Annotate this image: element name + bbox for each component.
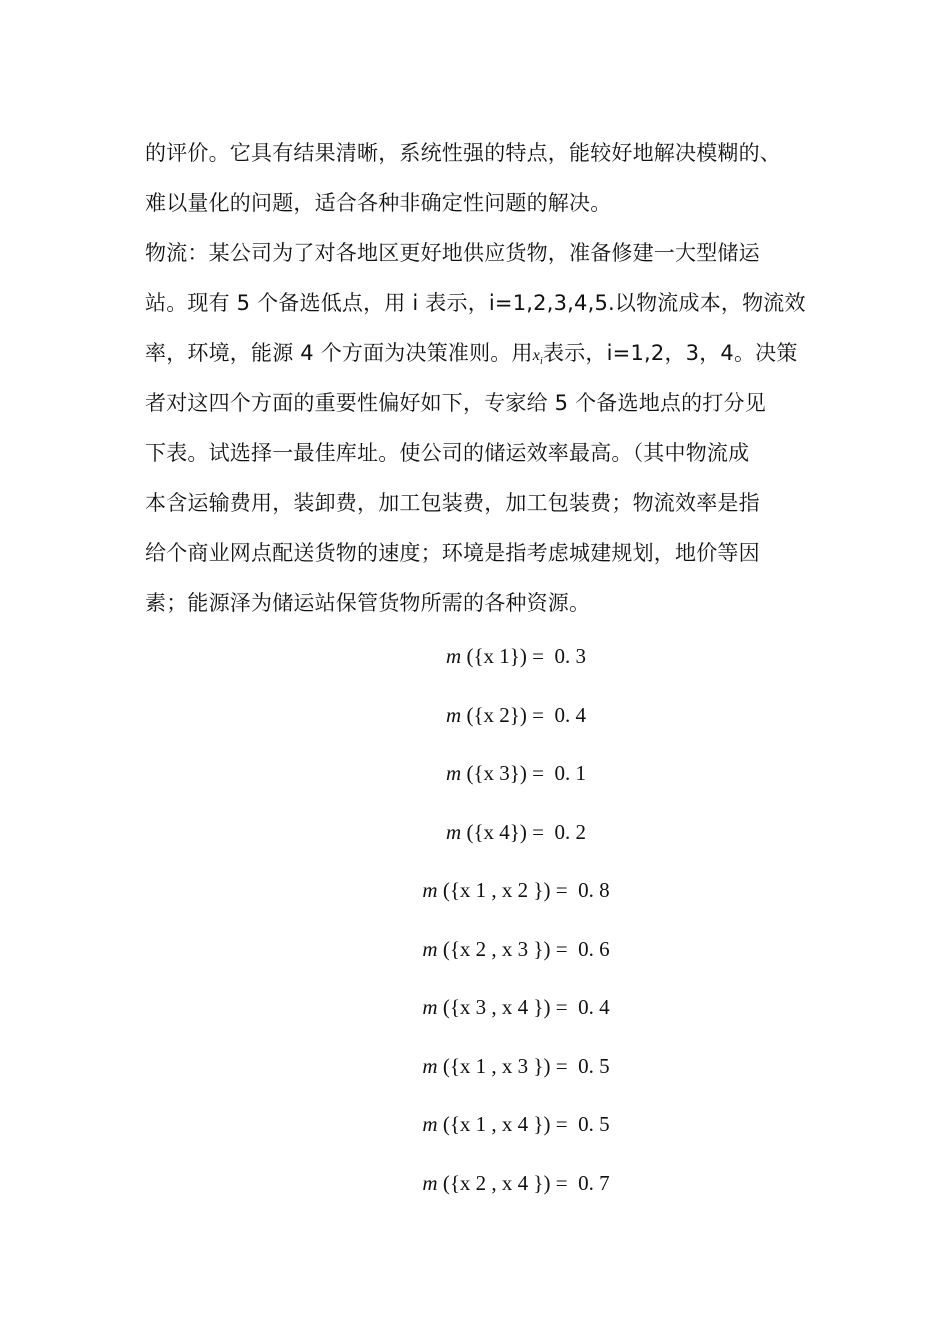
formula-value: 0. 6	[578, 936, 610, 961]
formula-value: 0. 1	[554, 761, 586, 785]
formula-line	[0, 751, 950, 810]
formula-line	[0, 927, 950, 986]
mass-function-list	[0, 634, 950, 1219]
formula-value: 0. 4	[554, 702, 586, 727]
formula-symbol: m	[422, 1112, 438, 1136]
line-text-after: 表示，i=1,2，3，4。决策	[543, 341, 798, 365]
formula-value: 0. 2	[554, 819, 586, 844]
formula-symbol: m	[422, 878, 438, 902]
formula-line	[0, 1161, 950, 1220]
formula-line	[0, 634, 950, 693]
formula-value: 0. 4	[578, 995, 610, 1019]
formula-line	[0, 985, 950, 1044]
paragraph-line	[145, 328, 825, 378]
paragraph-line: 者对这四个方面的重要性偏好如下，专家给 5 个备选地点的打分见	[145, 391, 766, 415]
variable-x: x	[532, 347, 541, 364]
paragraph-line: 给个商业网点配送货物的速度；环境是指考虑城建规划，地价等因	[145, 541, 760, 565]
paragraph-line: 下表。试选择一最佳库址。使公司的储运效率最高。（其中物流成	[145, 441, 750, 465]
formula-value: 0. 5	[578, 1053, 610, 1078]
formula-lhs: ({x 2 , x 4 }) =	[442, 1170, 573, 1195]
formula-lhs: ({x 1 , x 4 }) =	[442, 1112, 573, 1136]
paragraph-line: 物流：某公司为了对各地区更好地供应货物，准备修建一大型储运	[145, 241, 760, 265]
formula-lhs: ({x 1}) =	[466, 644, 550, 668]
formula-symbol: m	[422, 1170, 438, 1195]
formula-line	[0, 693, 950, 752]
formula-lhs: ({x 2 , x 3 }) =	[442, 936, 573, 961]
formula-symbol: m	[446, 819, 462, 844]
formula-lhs: ({x 1 , x 2 }) =	[442, 878, 573, 902]
paragraph-line: 素；能源泽为储运站保管货物所需的各种资源。	[145, 591, 591, 615]
formula-symbol: m	[446, 702, 462, 727]
formula-symbol: m	[422, 936, 438, 961]
formula-line	[0, 810, 950, 869]
formula-line	[0, 868, 950, 927]
formula-value: 0. 7	[578, 1170, 610, 1195]
formula-line	[0, 1102, 950, 1161]
paragraph-line: 的评价。它具有结果清晰，系统性强的特点，能较好地解决模糊的、	[145, 141, 781, 165]
formula-line	[0, 1044, 950, 1103]
formula-value: 0. 8	[578, 878, 610, 902]
variable-subscript: i	[540, 356, 544, 368]
paragraph-line: 本含运输费用，装卸费，加工包装费，加工包装费；物流效率是指	[145, 491, 760, 515]
paragraph-line: 难以量化的问题，适合各种非确定性问题的解决。	[145, 191, 612, 215]
formula-value: 0. 3	[554, 644, 586, 668]
variable-x-i	[532, 347, 544, 368]
formula-lhs: ({x 2}) =	[466, 702, 550, 727]
formula-lhs: ({x 3 , x 4 }) =	[442, 995, 573, 1019]
paragraph-line: 站。现有 5 个备选低点，用 i 表示，i=1,2,3,4,5.以物流成本，物流效	[145, 291, 806, 315]
body-paragraph	[145, 128, 825, 628]
formula-value: 0. 5	[578, 1112, 610, 1136]
formula-symbol: m	[422, 1053, 438, 1078]
formula-symbol: m	[446, 761, 462, 785]
formula-lhs: ({x 1 , x 3 }) =	[442, 1053, 573, 1078]
formula-lhs: ({x 3}) =	[466, 761, 550, 785]
formula-lhs: ({x 4}) =	[466, 819, 550, 844]
formula-symbol: m	[422, 995, 438, 1019]
line-text-before: 率，环境，能源 4 个方面为决策准则。用	[145, 341, 533, 365]
formula-symbol: m	[446, 644, 462, 668]
